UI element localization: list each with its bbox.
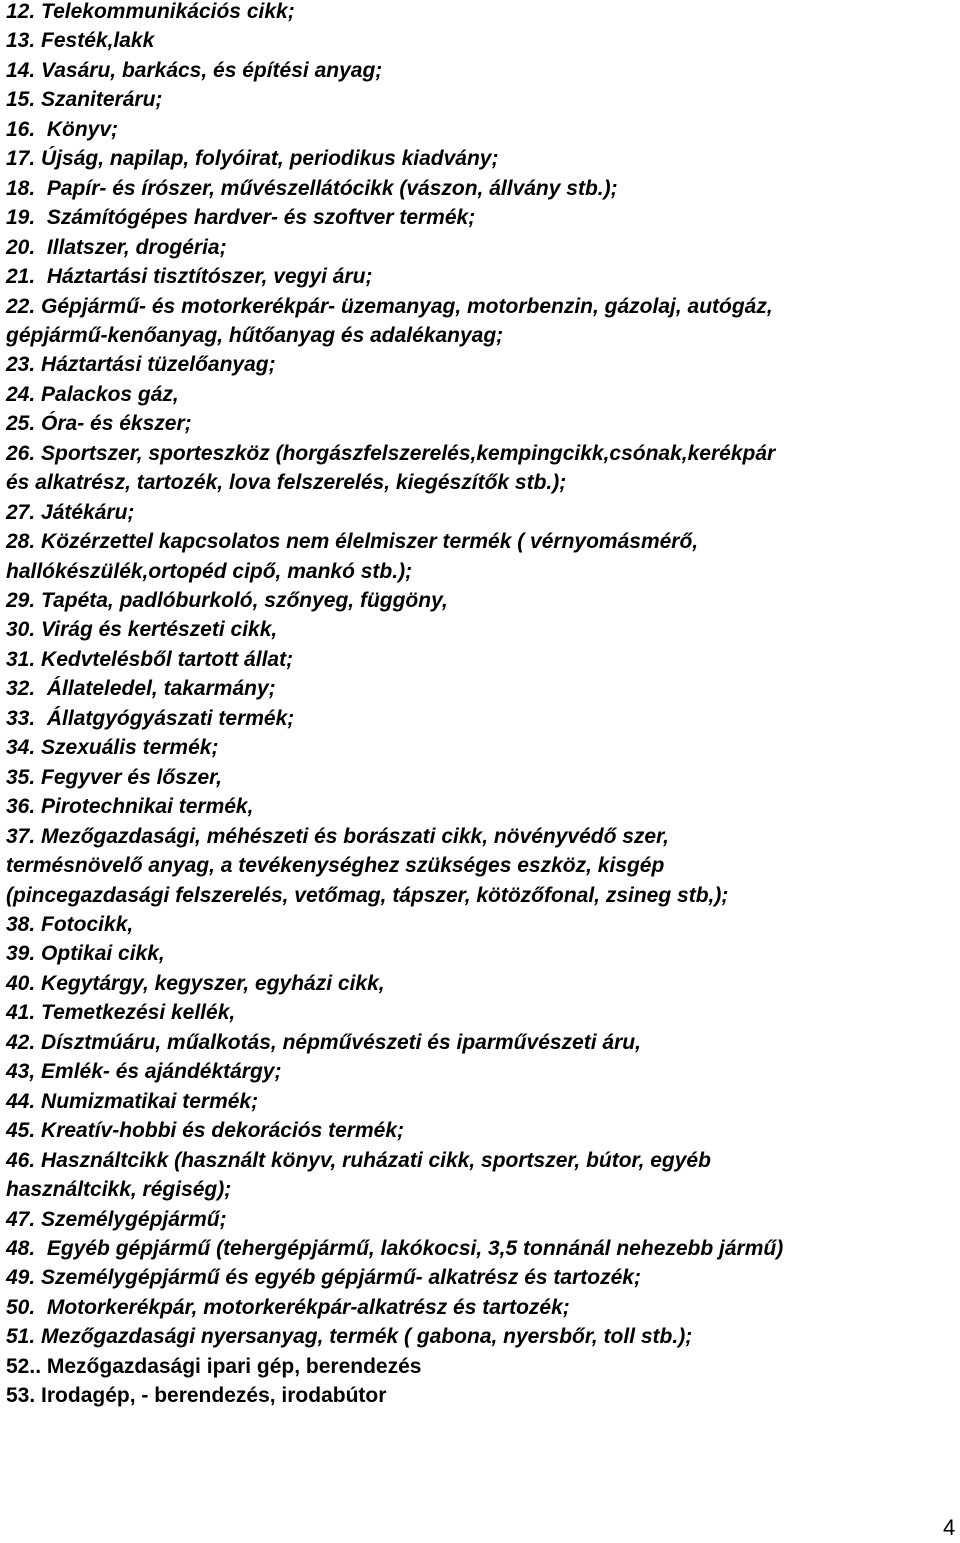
list-line: 32. Állateledel, takarmány; xyxy=(6,677,276,701)
list-line: 17. Újság, napilap, folyóirat, periodikus kiadvány; xyxy=(6,147,499,171)
list-line: 39. Optikai cikk, xyxy=(6,942,165,966)
list-line: gépjármű-kenőanyag, hűtőanyag és adalékanyag; xyxy=(6,323,504,347)
list-line: 44. Numizmatikai termék; xyxy=(6,1089,259,1113)
list-line: 23. Háztartási tüzelőanyag; xyxy=(6,353,276,377)
list-line: 19. Számítógépes hardver- és szoftver termék; xyxy=(6,206,476,230)
list-line: 13. Festék,lakk xyxy=(6,29,155,53)
list-line: 50. Motorkerékpár, motorkerékpár-alkatrész és tartozék; xyxy=(6,1295,570,1319)
list-line: 28. Közérzettel kapcsolatos nem élelmiszer termék ( vérnyomásmérő, xyxy=(6,530,699,554)
list-line: 46. Használtcikk (használt könyv, ruházati cikk, sportszer, bútor, egyéb xyxy=(6,1148,711,1172)
list-line: termésnövelő anyag, a tevékenységhez szükséges eszköz, kisgép xyxy=(6,854,665,877)
list-line: 34. Szexuális termék; xyxy=(6,736,219,760)
list-line: 12. Telekommunikációs cikk; xyxy=(6,0,295,23)
list-line: 37. Mezőgazdasági, méhészeti és borászati cikk, növényvédő szer, xyxy=(6,824,669,848)
list-line: (pincegazdasági felszerelés, vetőmag, tápszer, kötözőfonal, zsineg stb,); xyxy=(6,883,729,907)
list-line: 40. Kegytárgy, kegyszer, egyházi cikk, xyxy=(6,971,385,995)
list-line: 15. Szaniteráru; xyxy=(6,88,163,112)
list-line: 36. Pirotechnikai termék, xyxy=(6,795,254,819)
list-line: 49. Személygépjármű és egyéb gépjármű- alkatrész és tartozék; xyxy=(6,1266,641,1290)
list-line: 38. Fotocikk, xyxy=(6,912,134,936)
list-line: használtcikk, régiség); xyxy=(6,1178,232,1201)
list-line: 35. Fegyver és lőszer, xyxy=(6,765,222,789)
list-line: 42. Dísztmúáru, műalkotás, népművészeti és iparművészeti áru, xyxy=(6,1030,641,1054)
list-line: 52.. Mezőgazdasági ipari gép, berendezés xyxy=(6,1354,422,1378)
list-line: 45. Kreatív-hobbi és dekorációs termék; xyxy=(6,1119,404,1143)
list-line: hallókészülék,ortopéd cipő, mankó stb.); xyxy=(6,559,413,583)
list-line: 21. Háztartási tisztítószer, vegyi áru; xyxy=(6,265,373,289)
list-line: 43, Emlék- és ajándéktárgy; xyxy=(6,1060,282,1084)
list-line: 31. Kedvtelésből tartott állat; xyxy=(6,647,294,671)
list-line: 29. Tapéta, padlóburkoló, szőnyeg, függöny, xyxy=(6,589,448,612)
list-line: 22. Gépjármű- és motorkerékpár- üzemanyag, motorbenzin, gázolaj, autógáz, xyxy=(6,294,773,318)
list-line: 41. Temetkezési kellék, xyxy=(6,1001,236,1025)
page-number: 4 xyxy=(943,1515,956,1540)
list-line: 26. Sportszer, sporteszköz (horgászfelszerelés,kempingcikk,csónak,kerékpár xyxy=(6,441,776,465)
list-line: 16. Könyv; xyxy=(6,117,119,141)
list-line: 25. Óra- és ékszer; xyxy=(6,412,192,436)
list-line: 27. Játékáru; xyxy=(6,500,135,524)
list-line: 14. Vasáru, barkács, és építési anyag; xyxy=(6,58,383,82)
list-line: 47. Személygépjármű; xyxy=(6,1207,227,1231)
list-line: és alkatrész, tartozék, lova felszerelés, kiegészítők stb.); xyxy=(6,471,567,495)
list-line: 48. Egyéb gépjármű (tehergépjármű, lakókocsi, 3,5 tonnánál nehezebb jármű) xyxy=(6,1236,784,1260)
list-line: 30. Virág és kertészeti cikk, xyxy=(6,618,278,642)
list-line: 51. Mezőgazdasági nyersanyag, termék ( gabona, nyersbőr, toll stb.); xyxy=(6,1325,693,1349)
list-line: 18. Papír- és írószer, művészellátócikk (vászon, állvány stb.); xyxy=(6,176,618,200)
list-line: 24. Palackos gáz, xyxy=(6,382,179,406)
list-line: 20. Illatszer, drogéria; xyxy=(6,235,227,259)
list-line: 53. Irodagép, - berendezés, irodabútor xyxy=(6,1384,387,1408)
list-line: 33. Állatgyógyászati termék; xyxy=(6,706,295,730)
